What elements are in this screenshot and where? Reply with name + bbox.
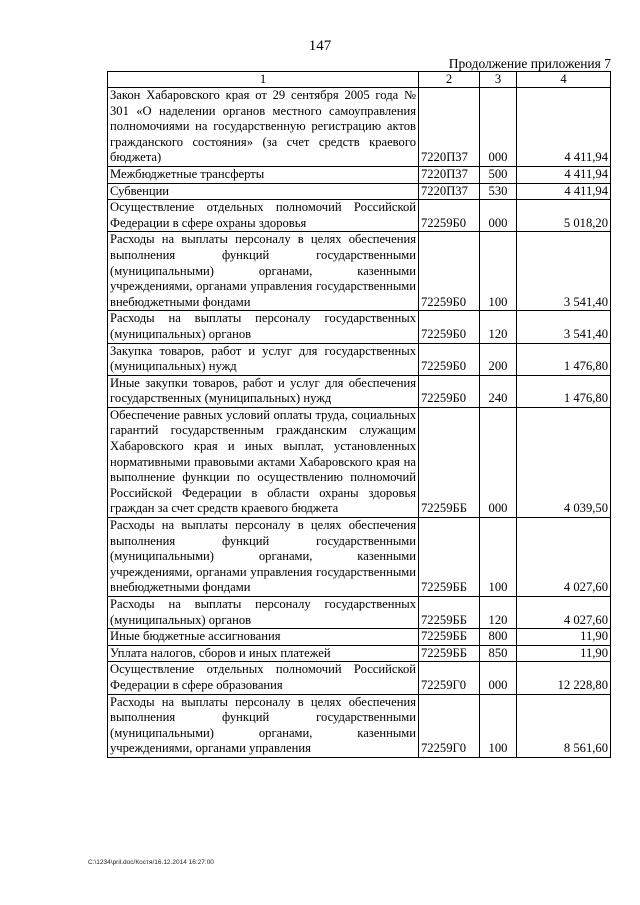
row-description: Осуществление отдельных полномочий Российской Федерации в сфере образования bbox=[108, 662, 419, 694]
table-row bbox=[108, 166, 611, 183]
row-target-code: 72259Б0 bbox=[419, 375, 480, 407]
row-amount: 8 561,60 bbox=[517, 694, 611, 757]
row-amount: 4 027,60 bbox=[517, 597, 611, 629]
table-row bbox=[108, 200, 611, 232]
row-amount: 4 411,94 bbox=[517, 88, 611, 167]
table-row bbox=[108, 645, 611, 662]
row-description: Иные бюджетные ассигнования bbox=[108, 629, 419, 646]
row-expense-type: 100 bbox=[480, 232, 517, 311]
row-description: Расходы на выплаты персоналу в целях обеспечения выполнения функций государственными (муниципальными) органами, казенными учреждениями, органами управления государственными внебюджетными фондами bbox=[108, 518, 419, 597]
file-path-footer: C:\1234\pril.doc/Костя/16.12.2014 16:27:00 bbox=[88, 859, 214, 866]
row-description: Расходы на выплаты персоналу в целях обеспечения выполнения функций государственными (муниципальными) органами, казенными учреждениями, органами управления bbox=[108, 694, 419, 757]
row-description: Осуществление отдельных полномочий Российской Федерации в сфере охраны здоровья bbox=[108, 200, 419, 232]
row-target-code: 7220П37 bbox=[419, 183, 480, 200]
table-row bbox=[108, 375, 611, 407]
row-target-code: 72259Б0 bbox=[419, 343, 480, 375]
column-header-1: 1 bbox=[108, 72, 419, 88]
row-amount: 5 018,20 bbox=[517, 200, 611, 232]
row-amount: 11,90 bbox=[517, 645, 611, 662]
row-amount: 3 541,40 bbox=[517, 232, 611, 311]
row-target-code: 72259ББ bbox=[419, 629, 480, 646]
row-expense-type: 500 bbox=[480, 166, 517, 183]
row-expense-type: 800 bbox=[480, 629, 517, 646]
row-amount: 11,90 bbox=[517, 629, 611, 646]
table-row bbox=[108, 183, 611, 200]
row-target-code: 72259Б0 bbox=[419, 200, 480, 232]
row-expense-type: 200 bbox=[480, 343, 517, 375]
row-target-code: 72259Г0 bbox=[419, 694, 480, 757]
row-expense-type: 120 bbox=[480, 311, 517, 343]
row-expense-type: 100 bbox=[480, 518, 517, 597]
table-row bbox=[108, 407, 611, 517]
row-description: Расходы на выплаты персоналу государственных (муниципальных) органов bbox=[108, 597, 419, 629]
row-expense-type: 850 bbox=[480, 645, 517, 662]
row-amount: 4 039,50 bbox=[517, 407, 611, 517]
row-amount: 1 476,80 bbox=[517, 343, 611, 375]
page-number: 147 bbox=[308, 38, 332, 54]
table-row bbox=[108, 343, 611, 375]
row-target-code: 72259ББ bbox=[419, 407, 480, 517]
column-header-2: 2 bbox=[419, 72, 480, 88]
row-amount: 4 411,94 bbox=[517, 166, 611, 183]
table-row bbox=[108, 694, 611, 757]
row-description: Уплата налогов, сборов и иных платежей bbox=[108, 645, 419, 662]
row-target-code: 72259ББ bbox=[419, 645, 480, 662]
table-row bbox=[108, 311, 611, 343]
table-row bbox=[108, 518, 611, 597]
row-expense-type: 000 bbox=[480, 407, 517, 517]
row-description: Обеспечение равных условий оплаты труда, социальных гарантий государственным гражданским служащим Хабаровского края и иных выплат, установленных нормативными правовыми актами Хабаровского края на выполнение функции по осуществлению полномочий Российской Федерации в области охраны здоровья граждан за счет средств краевого бюджета bbox=[108, 407, 419, 517]
row-target-code: 7220П37 bbox=[419, 88, 480, 167]
row-description: Межбюджетные трансферты bbox=[108, 166, 419, 183]
row-expense-type: 100 bbox=[480, 694, 517, 757]
table-row bbox=[108, 88, 611, 167]
row-expense-type: 000 bbox=[480, 200, 517, 232]
row-target-code: 72259Б0 bbox=[419, 311, 480, 343]
row-expense-type: 000 bbox=[480, 662, 517, 694]
row-description: Субвенции bbox=[108, 183, 419, 200]
row-description: Расходы на выплаты персоналу в целях обеспечения выполнения функций государственными (муниципальными) органами, казенными учреждениями, органами управления государственными внебюджетными фондами bbox=[108, 232, 419, 311]
table-row bbox=[108, 232, 611, 311]
continuation-label: Продолжение приложения 7 bbox=[448, 56, 611, 71]
row-target-code: 72259Г0 bbox=[419, 662, 480, 694]
column-header-4: 4 bbox=[517, 72, 611, 88]
table-row bbox=[108, 629, 611, 646]
budget-table bbox=[107, 71, 611, 758]
row-description: Закупка товаров, работ и услуг для государственных (муниципальных) нужд bbox=[108, 343, 419, 375]
row-expense-type: 000 bbox=[480, 88, 517, 167]
row-amount: 4 027,60 bbox=[517, 518, 611, 597]
row-expense-type: 120 bbox=[480, 597, 517, 629]
row-amount: 4 411,94 bbox=[517, 183, 611, 200]
row-amount: 3 541,40 bbox=[517, 311, 611, 343]
table-header-row bbox=[108, 72, 611, 88]
row-amount: 1 476,80 bbox=[517, 375, 611, 407]
row-description: Иные закупки товаров, работ и услуг для обеспечения государственных (муниципальных) нужд bbox=[108, 375, 419, 407]
row-amount: 12 228,80 bbox=[517, 662, 611, 694]
row-target-code: 72259ББ bbox=[419, 597, 480, 629]
row-target-code: 72259ББ bbox=[419, 518, 480, 597]
row-description: Расходы на выплаты персоналу государственных (муниципальных) органов bbox=[108, 311, 419, 343]
row-target-code: 72259Б0 bbox=[419, 232, 480, 311]
row-expense-type: 530 bbox=[480, 183, 517, 200]
row-target-code: 7220П37 bbox=[419, 166, 480, 183]
table-row bbox=[108, 597, 611, 629]
table-row bbox=[108, 662, 611, 694]
column-header-3: 3 bbox=[480, 72, 517, 88]
row-expense-type: 240 bbox=[480, 375, 517, 407]
row-description: Закон Хабаровского края от 29 сентября 2005 года № 301 «О наделении органов местного самоуправления полномочиями на государственную регистрацию актов гражданского состояния» (за счет средств краевого бюджета) bbox=[108, 88, 419, 167]
